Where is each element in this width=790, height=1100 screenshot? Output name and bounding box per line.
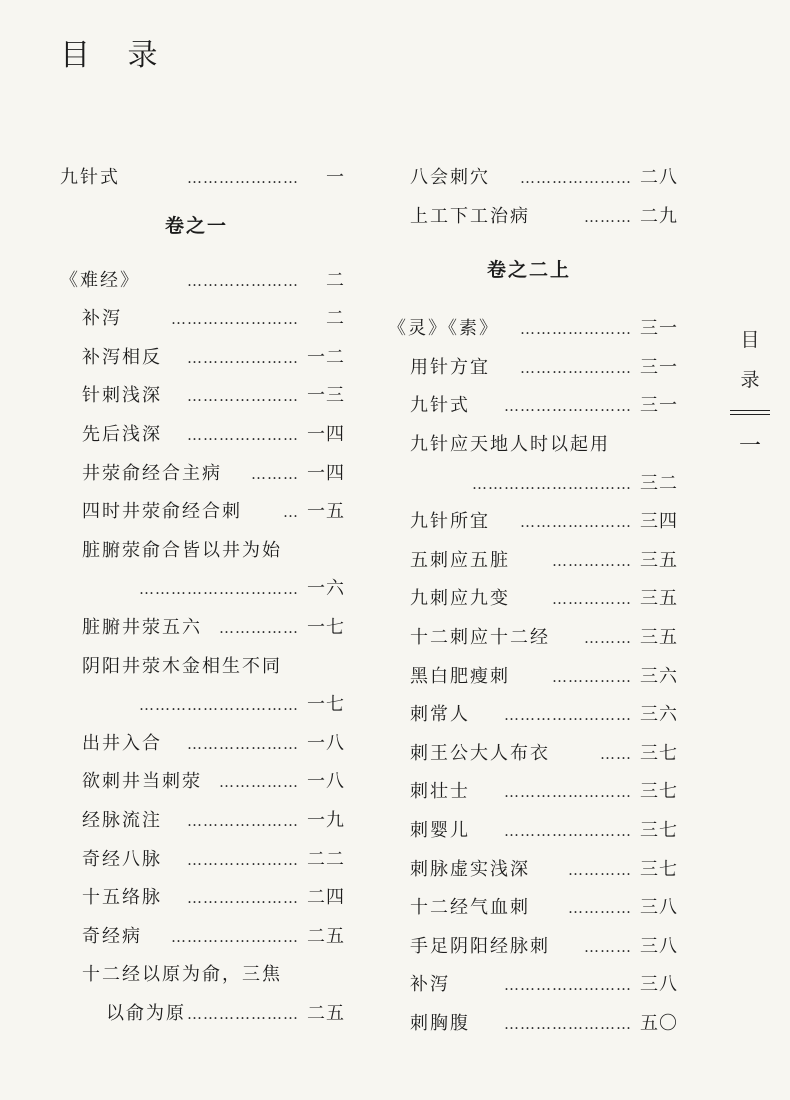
- toc-entry[interactable]: [60, 494, 345, 530]
- toc-page-number: 三二: [640, 472, 678, 494]
- toc-page-number: 二二: [307, 848, 345, 870]
- toc-leader-dots: …………………………: [139, 580, 299, 599]
- toc-entry-title: 刺王公大人布衣: [410, 742, 550, 764]
- toc-entry[interactable]: [60, 803, 345, 839]
- toc-entry-title: 九针式: [60, 167, 120, 188]
- toc-leader-dots: ……………: [219, 773, 299, 792]
- toc-entry-title: 奇经病: [82, 925, 142, 947]
- toc-page-number: 三八: [640, 897, 678, 919]
- toc-entry[interactable]: [388, 620, 678, 656]
- side-tab-char: 目: [740, 329, 760, 351]
- toc-page-number: 一九: [307, 810, 345, 831]
- toc-entry[interactable]: [388, 466, 678, 502]
- toc-leader-dots: ……………………: [171, 310, 299, 329]
- toc-entry[interactable]: [388, 543, 678, 579]
- toc-page-number: 二八: [640, 167, 678, 188]
- toc-page-number: 一三: [307, 385, 345, 407]
- toc-entry-title: 补泻: [410, 974, 450, 996]
- toc-leader-dots: …………………: [187, 387, 299, 406]
- page-title: 目 录: [60, 38, 172, 73]
- toc-leader-dots: ……………: [552, 551, 632, 570]
- toc-entry[interactable]: [388, 350, 678, 386]
- toc-entry[interactable]: [60, 378, 345, 414]
- toc-entry-title: 黑白肥瘦刺: [410, 665, 510, 687]
- toc-entry[interactable]: [388, 697, 678, 733]
- toc-entry-title: 补泻相反: [82, 346, 162, 368]
- toc-leader-dots: ……………………: [504, 1015, 632, 1033]
- toc-page-number: 三七: [640, 781, 678, 803]
- toc-entry-title: 十二刺应十二经: [410, 627, 550, 648]
- toc-leader-dots: …………………: [187, 348, 299, 367]
- toc-entry-title: 四时井荥俞经合刺: [82, 501, 242, 523]
- toc-entry[interactable]: [60, 340, 345, 376]
- toc-entry-title: 十二经以原为俞，三焦: [82, 964, 282, 986]
- toc-entry-title: 刺壮士: [410, 781, 470, 803]
- toc-page-number: 二九: [640, 205, 678, 227]
- toc-entry-title: 刺常人: [410, 704, 470, 726]
- toc-page-number: 一五: [307, 501, 345, 523]
- toc-entry-title: 上工下工治病: [410, 205, 530, 227]
- toc-entry[interactable]: [388, 1006, 678, 1042]
- toc-entry[interactable]: [388, 929, 678, 965]
- toc-leader-dots: ……………………: [504, 706, 632, 725]
- toc-entry-title: 先后浅深: [82, 424, 162, 445]
- toc-page-number: 一八: [307, 771, 345, 793]
- toc-entry[interactable]: [388, 581, 678, 617]
- toc-leader-dots: ……: [600, 744, 632, 763]
- toc-entry-title: 补泻: [82, 308, 122, 330]
- toc-entry-title: 《灵》《素》: [388, 318, 499, 340]
- toc-leader-dots: …………: [568, 899, 632, 918]
- toc-page-number: 三八: [640, 974, 678, 996]
- side-tab: [735, 320, 765, 460]
- toc-entry[interactable]: [388, 967, 678, 1003]
- toc-entry[interactable]: [60, 996, 345, 1032]
- toc-entry-title: 脏腑荥俞合皆以井为始: [82, 539, 282, 561]
- toc-page-number: 五〇: [640, 1013, 678, 1034]
- toc-page-number: 三一: [640, 318, 678, 340]
- toc-entry[interactable]: [60, 687, 345, 723]
- toc-entry-title: 五刺应五脏: [410, 549, 510, 571]
- toc-entry[interactable]: [388, 890, 678, 926]
- toc-entry-title: 用针方宜: [410, 356, 490, 378]
- toc-leader-dots: ……………………: [504, 976, 632, 995]
- toc-entry-title: 《难经》: [60, 269, 140, 291]
- toc-page-number: 二: [326, 269, 345, 291]
- toc-entry[interactable]: [60, 263, 345, 299]
- toc-entry[interactable]: [60, 957, 345, 993]
- toc-entry[interactable]: [60, 919, 345, 955]
- toc-entry-title: 十二经气血刺: [410, 897, 530, 919]
- toc-entry[interactable]: [388, 427, 678, 463]
- toc-entry-title: 九针式: [410, 395, 470, 417]
- toc-entry[interactable]: [388, 199, 678, 235]
- toc-leader-dots: ……………………: [171, 927, 299, 946]
- toc-entry[interactable]: [388, 659, 678, 695]
- toc-page-number: 三七: [640, 858, 678, 880]
- toc-leader-dots: …………………………: [139, 696, 299, 715]
- toc-page-number: 一六: [307, 578, 345, 600]
- toc-entry[interactable]: [388, 813, 678, 849]
- toc-leader-dots: …………………: [520, 169, 632, 187]
- toc-entry-title: 刺婴儿: [410, 820, 470, 841]
- toc-page-number: 三四: [640, 511, 678, 533]
- toc-leader-dots: ……………: [219, 619, 299, 637]
- toc-entry-title: 井荥俞经合主病: [82, 462, 222, 484]
- toc-entry-title: 刺脉虚实浅深: [410, 858, 530, 880]
- toc-page-number: 一八: [307, 732, 345, 754]
- toc-leader-dots: …………………: [187, 889, 299, 908]
- toc-entry[interactable]: [388, 504, 678, 540]
- toc-entry-title: 脏腑井荥五六: [82, 617, 202, 638]
- toc-page-number: 二四: [307, 887, 345, 909]
- toc-entry-title: 刺胸腹: [410, 1013, 470, 1034]
- toc-page-number: 三六: [640, 665, 678, 687]
- toc-entry[interactable]: [60, 301, 345, 337]
- toc-page-number: 一七: [307, 694, 345, 716]
- toc-entry-title: 八会刺穴: [410, 167, 490, 188]
- toc-entry[interactable]: [60, 533, 345, 569]
- toc-entry-title: 阴阳井荥木金相生不同: [82, 655, 282, 677]
- toc-entry-title: 奇经八脉: [82, 848, 162, 870]
- toc-entry[interactable]: [388, 774, 678, 810]
- toc-page-number: 三一: [640, 395, 678, 417]
- toc-entry-title: 针刺浅深: [82, 385, 162, 407]
- toc-leader-dots: ……………: [552, 590, 632, 609]
- toc-leader-dots: ……………………: [504, 397, 632, 416]
- toc-leader-dots: …………………: [187, 271, 299, 290]
- toc-leader-dots: ………: [584, 207, 632, 226]
- toc-entry-title: 出井入合: [82, 732, 162, 754]
- toc-entry[interactable]: [60, 842, 345, 878]
- toc-entry[interactable]: [60, 160, 345, 196]
- toc-entry[interactable]: [60, 764, 345, 800]
- toc-page-number: 二五: [307, 1003, 345, 1024]
- toc-leader-dots: …………………: [187, 169, 299, 187]
- toc-page-number: 一四: [307, 424, 345, 445]
- toc-page-number: 二: [326, 308, 345, 330]
- toc-entry[interactable]: [388, 311, 678, 347]
- toc-page-number: 一: [326, 167, 345, 188]
- side-tab-page-number: 一: [738, 434, 761, 459]
- toc-page-number: 三五: [640, 627, 678, 648]
- toc-leader-dots: …………………: [187, 1005, 299, 1023]
- toc-page-number: 三五: [640, 588, 678, 610]
- toc-entry-title: 手足阴阳经脉刺: [410, 935, 550, 957]
- toc-page-number: 三一: [640, 356, 678, 378]
- toc-leader-dots: …………………: [520, 513, 632, 532]
- toc-leader-dots: …………………: [187, 426, 299, 444]
- toc-page-number: 二五: [307, 925, 345, 947]
- toc-page-number: 一四: [307, 462, 345, 484]
- toc-entry-title: 以俞为原: [106, 1003, 186, 1024]
- toc-leader-dots: …………………: [187, 812, 299, 830]
- toc-entry[interactable]: [60, 417, 345, 453]
- toc-page-number: 一二: [307, 346, 345, 368]
- toc-leader-dots: ………: [251, 464, 299, 483]
- toc-leader-dots: ……………………: [504, 783, 632, 802]
- toc-page-number: 三七: [640, 742, 678, 764]
- toc-entry-title: 九刺应九变: [410, 588, 510, 610]
- toc-entry[interactable]: [388, 852, 678, 888]
- toc-entry[interactable]: [388, 160, 678, 196]
- toc-entry[interactable]: [60, 726, 345, 762]
- toc-entry[interactable]: [60, 456, 345, 492]
- toc-entry-title: 九针所宜: [410, 511, 490, 533]
- toc-leader-dots: ……………………: [504, 822, 632, 840]
- volume-heading: 卷之二上: [487, 259, 572, 282]
- toc-leader-dots: ……………: [552, 667, 632, 686]
- toc-leader-dots: …………………………: [472, 474, 632, 493]
- toc-page-number: 一七: [307, 617, 345, 638]
- toc-leader-dots: …………………: [520, 358, 632, 377]
- toc-page-number: 三五: [640, 549, 678, 571]
- toc-entry-title: 经脉流注: [82, 810, 162, 831]
- toc-leader-dots: …: [283, 503, 299, 522]
- toc-leader-dots: …………………: [187, 850, 299, 869]
- toc-entry[interactable]: [388, 388, 678, 424]
- toc-entry[interactable]: [388, 736, 678, 772]
- toc-page-number: 三八: [640, 935, 678, 957]
- side-tab-rule: [730, 410, 770, 415]
- toc-leader-dots: …………: [568, 860, 632, 879]
- toc-page-number: 三六: [640, 704, 678, 726]
- toc-page-number: 三七: [640, 820, 678, 841]
- toc-entry[interactable]: [60, 610, 345, 646]
- toc-entry-title: 十五络脉: [82, 887, 162, 909]
- toc-entry[interactable]: [60, 649, 345, 685]
- toc-leader-dots: ………: [584, 937, 632, 956]
- toc-leader-dots: ………: [584, 629, 632, 647]
- toc-entry[interactable]: [60, 880, 345, 916]
- toc-leader-dots: …………………: [520, 320, 632, 339]
- toc-entry[interactable]: [60, 571, 345, 607]
- toc-entry-title: 九针应天地人时以起用: [410, 434, 610, 455]
- side-tab-char: 录: [740, 369, 760, 391]
- toc-entry-title: 欲刺井当刺荥: [82, 771, 202, 793]
- volume-heading: 卷之一: [165, 214, 229, 237]
- toc-leader-dots: …………………: [187, 734, 299, 753]
